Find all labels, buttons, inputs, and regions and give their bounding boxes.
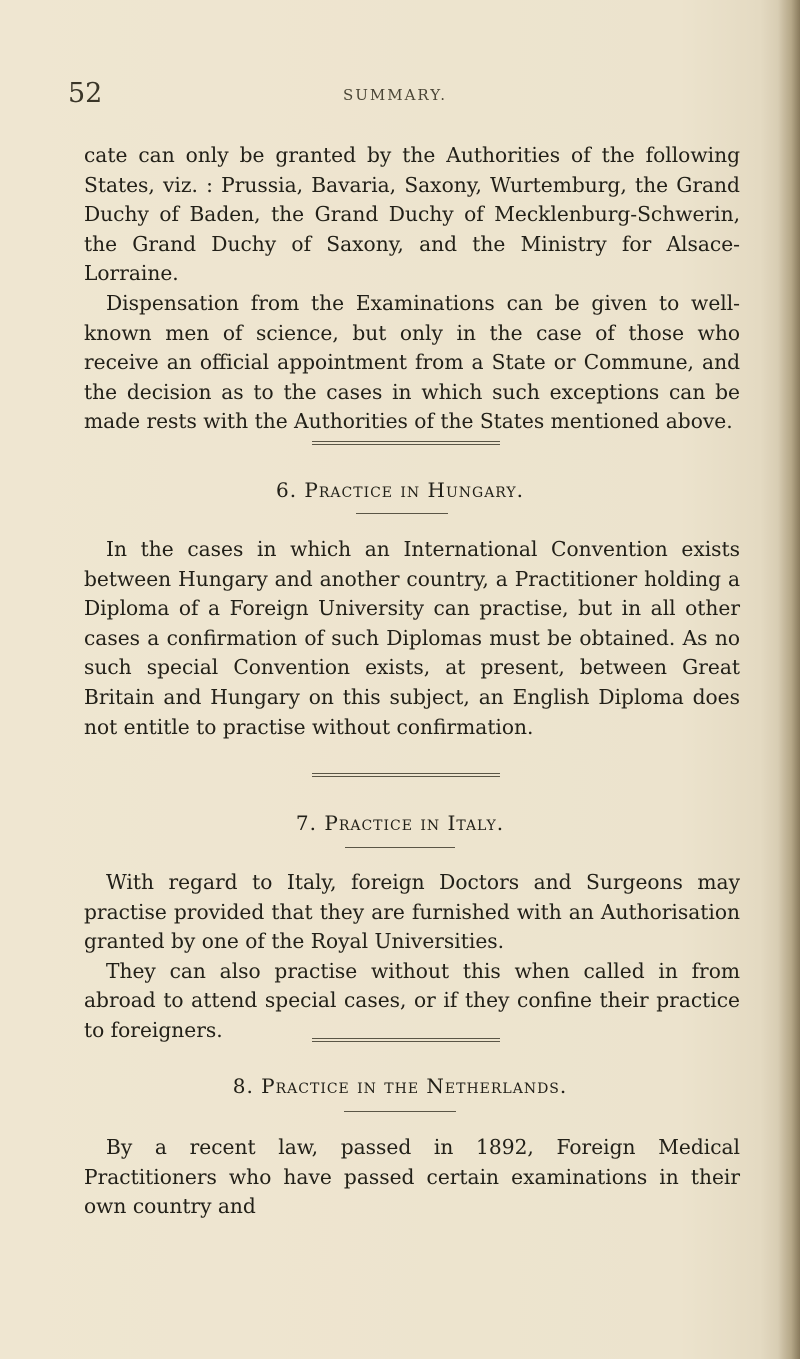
section-text-italy <box>84 868 740 1046</box>
heading-underline <box>356 513 448 514</box>
paragraph: By a recent law, passed in 1892, Foreign Medical Practitioners who have passed certain examinations in their own country and <box>84 1135 740 1219</box>
section-text-netherlands <box>84 1133 740 1222</box>
paragraph: In the cases in which an International Convention exists between Hungary and another country, a Practitioner holding a Diploma of a Foreign University can practise, but in all other cases a confirmation of such Diplomas must be obtained. As no such special Convention exists, at present, between Great Britain and Hungary on this subject, an English Diploma does not entitle to practise without confirmation. <box>84 537 740 739</box>
section-divider <box>312 441 500 445</box>
page-header <box>0 78 800 108</box>
page-number: 52 <box>68 78 103 109</box>
paragraph: Dispensation from the Examinations can be given to well-known men of science, but only in the case of those who receive an official appointment from a State or Commune, and the decision as to the cases in which such exceptions can be made rests with the Authorities of the States mentioned above. <box>84 290 740 434</box>
section-heading-italy: 7. Practice in Italy. <box>295 811 505 835</box>
paragraph: cate can only be granted by the Authorities of the following States, viz. : Prussia, Bavaria, Saxony, Wurtemburg, the Grand Duchy of Baden, the Grand Duchy of Mecklenburg-Schwerin, the Grand Duchy of Saxony, and the Ministry for Alsace-Lorraine. <box>84 143 740 286</box>
section-text-hungary <box>84 535 740 742</box>
intro-text <box>84 141 740 437</box>
section-heading-netherlands: 8. Practice in the Netherlands. <box>232 1074 568 1098</box>
section-divider <box>312 1038 500 1042</box>
section-divider <box>312 773 500 777</box>
paragraph: With regard to Italy, foreign Doctors and Surgeons may practise provided that they are furnished with an Authorisation granted by one of the Royal Universities. <box>84 870 740 954</box>
page-edge-shadow <box>778 0 800 1359</box>
section-heading-hungary: 6. Practice in Hungary. <box>275 478 525 502</box>
heading-underline <box>344 1111 456 1112</box>
heading-underline <box>345 847 455 848</box>
paragraph: They can also practise without this when called in from abroad to attend special cases, or if they confine their practice to foreigners. <box>84 958 740 1042</box>
running-head: SUMMARY. <box>342 86 448 104</box>
